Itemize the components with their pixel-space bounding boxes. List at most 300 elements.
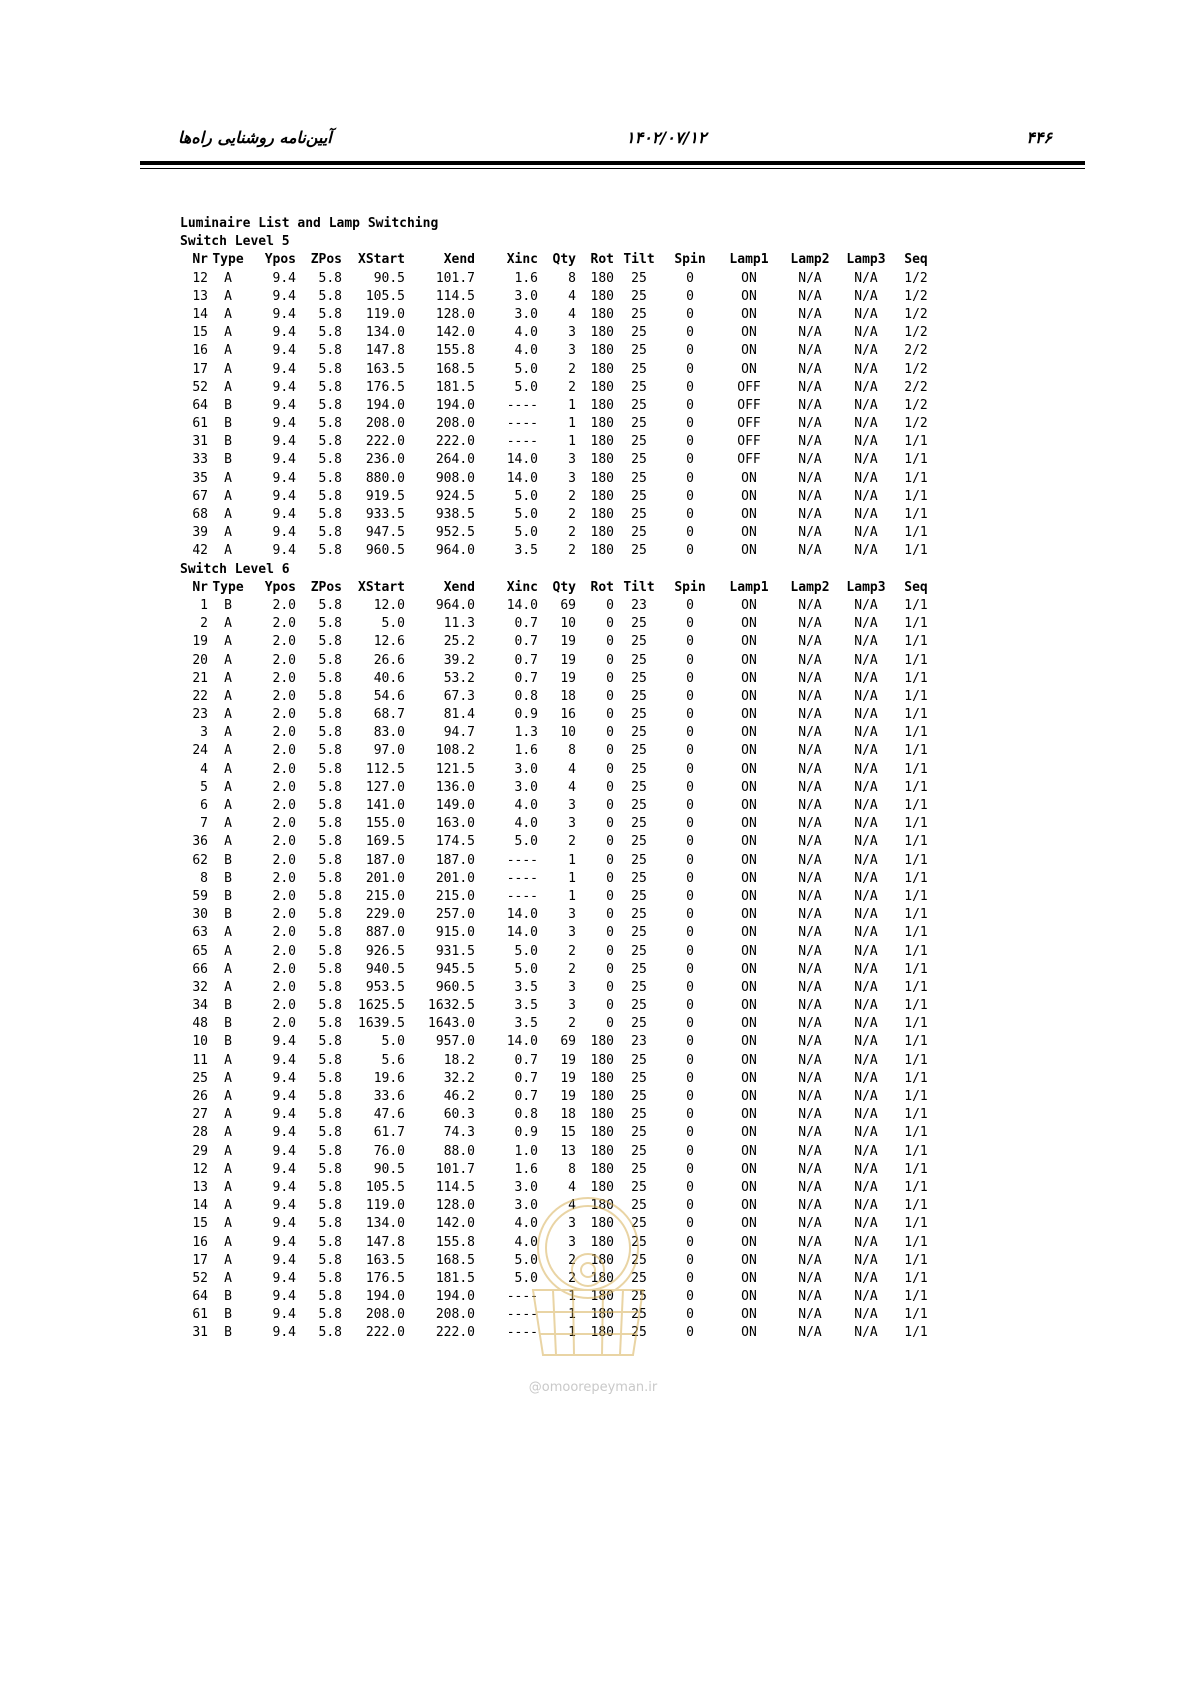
column-header: Rot <box>590 252 614 268</box>
table-cell: A <box>224 1070 232 1086</box>
table-cell: 17 <box>192 361 208 377</box>
table-cell: 5.8 <box>318 670 342 686</box>
table-cell: 1/1 <box>904 907 928 923</box>
table-cell: 8 <box>200 870 208 886</box>
table-cell: 5.0 <box>514 488 538 504</box>
table-cell: 101.7 <box>435 1161 475 1177</box>
table-cell: 1/1 <box>904 670 928 686</box>
table-row <box>180 961 1000 979</box>
table-cell: 0 <box>606 888 614 904</box>
page-number: ۴۴۶ <box>1026 128 1052 147</box>
table-cell: ON <box>741 1234 757 1250</box>
column-header: Type <box>212 579 244 595</box>
column-header-row <box>180 251 1000 269</box>
table-row <box>180 852 1000 870</box>
table-cell: N/A <box>854 306 878 322</box>
table-cell: N/A <box>798 1289 822 1305</box>
table-cell: 1/1 <box>904 652 928 668</box>
table-cell: 3 <box>568 979 576 995</box>
table-cell: A <box>224 616 232 632</box>
table-cell: 0 <box>686 1125 694 1141</box>
column-header: Xend <box>443 579 475 595</box>
table-cell: 61 <box>192 1307 208 1323</box>
table-cell: ON <box>741 707 757 723</box>
table-cell: 1/1 <box>904 1216 928 1232</box>
table-cell: 69 <box>560 1034 576 1050</box>
table-cell: A <box>224 361 232 377</box>
table-row <box>180 706 1000 724</box>
table-cell: 9.4 <box>272 470 296 486</box>
table-cell: 29 <box>192 1143 208 1159</box>
table-cell: 5.0 <box>514 1270 538 1286</box>
table-cell: 2 <box>568 543 576 559</box>
table-cell: 1/1 <box>904 1289 928 1305</box>
table-cell: N/A <box>798 1252 822 1268</box>
table-cell: N/A <box>854 397 878 413</box>
table-cell: 25 <box>192 1070 208 1086</box>
table-cell: A <box>224 634 232 650</box>
table-cell: 0 <box>686 1179 694 1195</box>
table-row <box>180 451 1000 469</box>
switch-level-title: Switch Level 5 <box>180 234 290 250</box>
table-row <box>180 342 1000 360</box>
table-cell: 5.8 <box>318 779 342 795</box>
table-cell: 14 <box>192 1198 208 1214</box>
table-cell: 2.0 <box>272 943 296 959</box>
table-cell: 134.0 <box>365 1216 405 1232</box>
table-cell: N/A <box>854 1143 878 1159</box>
table-cell: 1/1 <box>904 1034 928 1050</box>
table-cell: 1/1 <box>904 616 928 632</box>
table-cell: 0 <box>686 870 694 886</box>
table-cell: 0.7 <box>514 616 538 632</box>
table-cell: ON <box>741 779 757 795</box>
table-cell: 0 <box>686 488 694 504</box>
table-cell: 9.4 <box>272 416 296 432</box>
table-cell: 105.5 <box>365 1179 405 1195</box>
table-cell: 2.0 <box>272 688 296 704</box>
table-cell: 3 <box>568 816 576 832</box>
table-cell: 114.5 <box>435 1179 475 1195</box>
table-cell: 17 <box>192 1252 208 1268</box>
table-cell: 163.5 <box>365 361 405 377</box>
table-cell: 0 <box>686 325 694 341</box>
table-cell: 5.8 <box>318 634 342 650</box>
table-cell: ON <box>741 1016 757 1032</box>
table-cell: 94.7 <box>443 725 475 741</box>
table-row <box>180 488 1000 506</box>
table-cell: 960.5 <box>435 979 475 995</box>
table-cell: 5.8 <box>318 707 342 723</box>
table-cell: 5.8 <box>318 470 342 486</box>
table-row <box>180 542 1000 560</box>
table-cell: N/A <box>854 670 878 686</box>
table-cell: 0 <box>686 1034 694 1050</box>
table-cell: 5.8 <box>318 979 342 995</box>
table-cell: 76.0 <box>373 1143 405 1159</box>
table-cell: 0 <box>606 961 614 977</box>
table-cell: 14.0 <box>506 1034 538 1050</box>
table-row <box>180 997 1000 1015</box>
table-cell: 2.0 <box>272 907 296 923</box>
table-cell: 27 <box>192 1107 208 1123</box>
table-row <box>180 815 1000 833</box>
table-cell: 940.5 <box>365 961 405 977</box>
table-cell: 4 <box>200 761 208 777</box>
table-cell: 174.5 <box>435 834 475 850</box>
table-cell: 2.0 <box>272 597 296 613</box>
table-cell: 1/1 <box>904 743 928 759</box>
table-cell: 42 <box>192 543 208 559</box>
table-cell: 180 <box>590 1125 614 1141</box>
table-cell: 0 <box>606 634 614 650</box>
table-cell: ON <box>741 306 757 322</box>
table-cell: 2.0 <box>272 616 296 632</box>
table-cell: 9.4 <box>272 1234 296 1250</box>
table-cell: 187.0 <box>365 852 405 868</box>
table-cell: 0 <box>686 888 694 904</box>
table-cell: 0 <box>606 816 614 832</box>
table-cell: 19.6 <box>373 1070 405 1086</box>
table-cell: 2.0 <box>272 634 296 650</box>
column-header: Seq <box>904 252 928 268</box>
table-cell: OFF <box>737 452 761 468</box>
table-cell: 9.4 <box>272 1307 296 1323</box>
table-cell: N/A <box>798 488 822 504</box>
table-cell: 5.0 <box>514 943 538 959</box>
table-cell: N/A <box>798 1234 822 1250</box>
table-cell: 0 <box>606 925 614 941</box>
table-cell: 0 <box>606 688 614 704</box>
table-cell: 25 <box>631 761 647 777</box>
table-cell: 108.2 <box>435 743 475 759</box>
table-cell: 9.4 <box>272 1052 296 1068</box>
table-cell: 0 <box>606 743 614 759</box>
table-cell: OFF <box>737 434 761 450</box>
table-cell: 101.7 <box>435 270 475 286</box>
table-cell: 4 <box>568 1179 576 1195</box>
table-row <box>180 652 1000 670</box>
table-cell: 32 <box>192 979 208 995</box>
table-cell: 4 <box>568 288 576 304</box>
table-cell: N/A <box>798 616 822 632</box>
table-cell: N/A <box>798 1089 822 1104</box>
table-cell: N/A <box>798 761 822 777</box>
table-row <box>180 270 1000 288</box>
table-cell: A <box>224 725 232 741</box>
table-cell: 1.0 <box>514 1143 538 1159</box>
header-rule-thick <box>140 161 1085 165</box>
table-cell: ON <box>741 1307 757 1323</box>
table-cell: 2.0 <box>272 925 296 941</box>
table-cell: 222.0 <box>435 434 475 450</box>
table-cell: A <box>224 816 232 832</box>
table-cell: ON <box>741 670 757 686</box>
table-cell: 0 <box>686 1198 694 1214</box>
table-cell: N/A <box>798 634 822 650</box>
table-cell: 5.8 <box>318 1325 342 1341</box>
table-row <box>180 943 1000 961</box>
table-cell: 14.0 <box>506 925 538 941</box>
table-row <box>180 1052 1000 1070</box>
table-cell: 180 <box>590 452 614 468</box>
table-cell: N/A <box>798 525 822 541</box>
table-cell: 5.8 <box>318 416 342 432</box>
table-cell: 5.8 <box>318 888 342 904</box>
table-row <box>180 1161 1000 1179</box>
table-cell: 3 <box>568 343 576 359</box>
table-cell: 0 <box>606 907 614 923</box>
column-header: Qty <box>552 252 576 268</box>
table-cell: 0 <box>686 688 694 704</box>
table-cell: 2.0 <box>272 743 296 759</box>
table-cell: N/A <box>854 743 878 759</box>
table-cell: 12.0 <box>373 597 405 613</box>
table-row <box>180 688 1000 706</box>
table-cell: 180 <box>590 1034 614 1050</box>
table-cell: B <box>224 1307 232 1323</box>
watermark-url: @omoorepeyman.ir <box>528 1380 658 1395</box>
table-cell: 5.8 <box>318 1270 342 1286</box>
table-cell: 121.5 <box>435 761 475 777</box>
table-cell: 222.0 <box>365 1325 405 1341</box>
table-cell: 5.8 <box>318 361 342 377</box>
table-cell: 0.7 <box>514 1052 538 1068</box>
table-cell: ON <box>741 1125 757 1141</box>
table-cell: 0 <box>686 1107 694 1123</box>
table-cell: 964.0 <box>435 543 475 559</box>
table-cell: 0 <box>606 597 614 613</box>
table-cell: 25 <box>631 888 647 904</box>
table-cell: 25 <box>631 943 647 959</box>
table-cell: 180 <box>590 434 614 450</box>
table-cell: 5.8 <box>318 1161 342 1177</box>
table-cell: 2/2 <box>904 379 928 395</box>
table-cell: N/A <box>798 434 822 450</box>
table-cell: 952.5 <box>435 525 475 541</box>
table-cell: 908.0 <box>435 470 475 486</box>
table-cell: 0 <box>686 852 694 868</box>
table-cell: 0 <box>686 943 694 959</box>
table-cell: A <box>224 1252 232 1268</box>
table-cell: 0 <box>606 652 614 668</box>
table-cell: 0 <box>686 416 694 432</box>
table-cell: 180 <box>590 470 614 486</box>
table-cell: 180 <box>590 1143 614 1159</box>
table-cell: 5.0 <box>514 961 538 977</box>
report-sections <box>180 233 1000 1342</box>
table-cell: 53.2 <box>443 670 475 686</box>
table-cell: 0 <box>686 434 694 450</box>
table-cell: 25 <box>631 652 647 668</box>
table-cell: 5.8 <box>318 1107 342 1123</box>
table-cell: N/A <box>854 1198 878 1214</box>
table-cell: 23 <box>631 1034 647 1050</box>
table-cell: 0 <box>686 1089 694 1104</box>
table-cell: 1 <box>568 888 576 904</box>
table-cell: 13 <box>560 1143 576 1159</box>
table-cell: 14.0 <box>506 470 538 486</box>
table-cell: 2 <box>200 616 208 632</box>
table-cell: ON <box>741 1034 757 1050</box>
table-cell: 25 <box>631 306 647 322</box>
table-cell: A <box>224 670 232 686</box>
table-cell: A <box>224 488 232 504</box>
table-cell: A <box>224 779 232 795</box>
table-cell: 180 <box>590 488 614 504</box>
table-cell: 65 <box>192 943 208 959</box>
table-cell: 9.4 <box>272 1107 296 1123</box>
table-cell: ON <box>741 488 757 504</box>
table-cell: ON <box>741 1179 757 1195</box>
table-cell: N/A <box>798 961 822 977</box>
table-row <box>180 415 1000 433</box>
table-cell: 1.3 <box>514 725 538 741</box>
table-cell: N/A <box>854 1234 878 1250</box>
table-cell: 3 <box>568 1216 576 1232</box>
table-row <box>180 597 1000 615</box>
table-cell: N/A <box>798 597 822 613</box>
table-cell: N/A <box>854 834 878 850</box>
table-cell: 181.5 <box>435 1270 475 1286</box>
table-cell: 18 <box>560 1107 576 1123</box>
table-cell: 168.5 <box>435 1252 475 1268</box>
table-cell: 9.4 <box>272 270 296 286</box>
table-cell: 0.7 <box>514 1070 538 1086</box>
table-cell: 2.0 <box>272 979 296 995</box>
table-cell: N/A <box>854 597 878 613</box>
table-cell: 25 <box>631 725 647 741</box>
table-cell: ---- <box>506 888 538 904</box>
table-cell: 208.0 <box>435 1307 475 1323</box>
table-cell: A <box>224 979 232 995</box>
table-cell: 5.8 <box>318 288 342 304</box>
table-cell: 938.5 <box>435 507 475 522</box>
table-cell: ON <box>741 343 757 359</box>
table-cell: 880.0 <box>365 470 405 486</box>
table-cell: N/A <box>798 707 822 723</box>
table-cell: ON <box>741 1252 757 1268</box>
table-cell: 3 <box>200 725 208 741</box>
column-header: Nr <box>192 579 208 595</box>
table-cell: 4.0 <box>514 325 538 341</box>
table-cell: 964.0 <box>435 597 475 613</box>
table-cell: 1/1 <box>904 507 928 522</box>
table-cell: A <box>224 525 232 541</box>
table-cell: 5.8 <box>318 434 342 450</box>
table-cell: 3.0 <box>514 1179 538 1195</box>
table-cell: 915.0 <box>435 925 475 941</box>
table-cell: 25 <box>631 1289 647 1305</box>
table-cell: 0 <box>686 634 694 650</box>
table-cell: 2/2 <box>904 343 928 359</box>
table-cell: 25 <box>631 1070 647 1086</box>
table-cell: 180 <box>590 1325 614 1341</box>
table-cell: N/A <box>798 779 822 795</box>
table-cell: 26.6 <box>373 652 405 668</box>
table-cell: 2 <box>568 834 576 850</box>
table-cell: A <box>224 798 232 813</box>
table-cell: 1/2 <box>904 306 928 322</box>
table-cell: ON <box>741 961 757 977</box>
table-cell: ---- <box>506 397 538 413</box>
table-cell: 0 <box>686 343 694 359</box>
table-cell: 19 <box>192 634 208 650</box>
table-cell: 25 <box>631 779 647 795</box>
table-cell: 4.0 <box>514 343 538 359</box>
table-cell: 3.0 <box>514 1198 538 1214</box>
table-cell: 25 <box>631 816 647 832</box>
table-cell: 1/1 <box>904 998 928 1014</box>
table-cell: 25 <box>631 1052 647 1068</box>
table-row <box>180 397 1000 415</box>
table-cell: 25 <box>631 1252 647 1268</box>
table-cell: 28 <box>192 1125 208 1141</box>
table-row <box>180 433 1000 451</box>
table-cell: 0 <box>606 670 614 686</box>
table-cell: 3 <box>568 998 576 1014</box>
table-cell: 25 <box>631 325 647 341</box>
table-cell: 0 <box>686 1143 694 1159</box>
table-cell: ON <box>741 270 757 286</box>
table-cell: 9.4 <box>272 397 296 413</box>
table-cell: ON <box>741 1143 757 1159</box>
table-cell: 2.0 <box>272 870 296 886</box>
table-cell: 180 <box>590 288 614 304</box>
table-cell: 0 <box>686 616 694 632</box>
table-cell: ON <box>741 1270 757 1286</box>
table-cell: 4 <box>568 306 576 322</box>
table-cell: 215.0 <box>365 888 405 904</box>
table-cell: 119.0 <box>365 1198 405 1214</box>
table-cell: 1 <box>568 416 576 432</box>
table-row <box>180 506 1000 524</box>
table-cell: 3.5 <box>514 543 538 559</box>
table-cell: A <box>224 1107 232 1123</box>
table-cell: 0.7 <box>514 1089 538 1104</box>
table-cell: 54.6 <box>373 688 405 704</box>
table-cell: 9.4 <box>272 1270 296 1286</box>
table-cell: 0 <box>686 597 694 613</box>
table-cell: 180 <box>590 1052 614 1068</box>
table-cell: 155.8 <box>435 343 475 359</box>
table-cell: 194.0 <box>435 397 475 413</box>
table-cell: 3 <box>568 925 576 941</box>
table-cell: N/A <box>854 1107 878 1123</box>
table-cell: 176.5 <box>365 379 405 395</box>
table-cell: 1/2 <box>904 325 928 341</box>
table-cell: 3.5 <box>514 1016 538 1032</box>
table-cell: 119.0 <box>365 306 405 322</box>
table-cell: ON <box>741 907 757 923</box>
table-cell: 0 <box>606 943 614 959</box>
column-header: Lamp1 <box>729 252 769 268</box>
table-cell: B <box>224 907 232 923</box>
table-cell: N/A <box>854 1089 878 1104</box>
table-cell: 9.4 <box>272 525 296 541</box>
table-cell: 25 <box>631 870 647 886</box>
table-cell: 0 <box>686 507 694 522</box>
table-cell: 25 <box>631 1016 647 1032</box>
table-cell: 1/1 <box>904 1089 928 1104</box>
column-header: Spin <box>674 579 706 595</box>
table-cell: 1 <box>568 1325 576 1341</box>
table-cell: 5.8 <box>318 688 342 704</box>
table-cell: 25 <box>631 416 647 432</box>
table-cell: 4 <box>568 761 576 777</box>
table-cell: 180 <box>590 543 614 559</box>
table-cell: 1/1 <box>904 1125 928 1141</box>
